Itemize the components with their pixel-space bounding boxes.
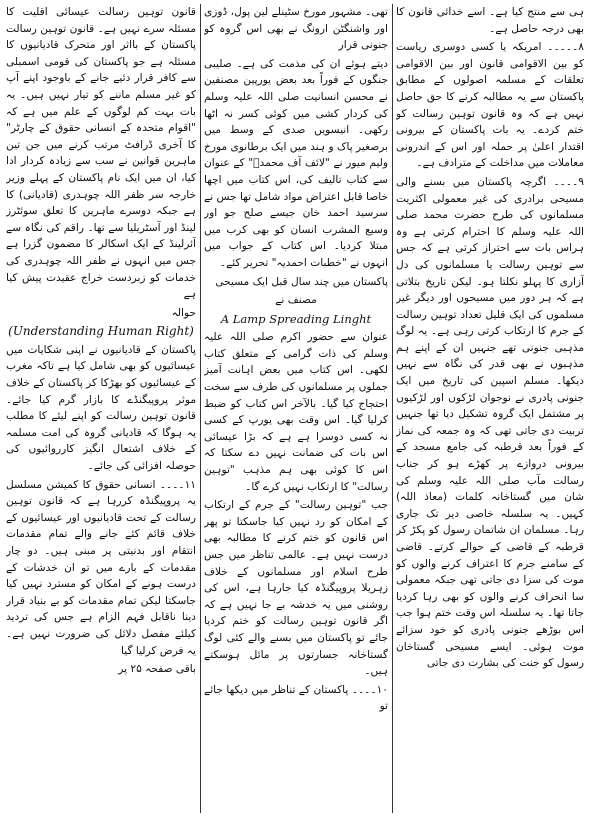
paragraph: حوالہ — [171, 306, 196, 319]
paragraph: ۱۱۔۔۔۔ انسانی حقوق کا کمیشن مسلسل یہ پروپیگنڈہ کررہا ہے کہ قانون توہین رسالت کے تحت قادیانیوں اور عیسائیوں کے خلاف قائم کئے جانے والے تمام مقدمات انتقام اور بدنیتی پر مبنی ہیں۔ دو چار مقدمات کے بارے میں تو ان خدشات کے درست ہونے کے امکان کو مسترد نہیں کیا جاسکتا لیکن تمام مقدمات کو بے بنیاد قرار دینا ناقابل فہم الزام ہے جس کی تردید کیلئے مفصل دلائل کی ضرورت نہیں ہے۔ یہ فرض کرلیا گیا — [6, 478, 196, 657]
paragraph: عنوان سے حضور اکرم صلی اللہ علیہ وسلم کی ذات گرامی کے متعلق کتاب لکھی۔ اس کتاب میں بعض اہانت آمیز جملوں پر مسلمانوں کی طرف سے سخت احتجاج کیا گیا۔ بالآخر اس کتاب کو ضبط کرلیا گیا۔ اس وقت بھی یورپ کے کسی نہ کسی دوسرا ہے ہے کہ بڑا عیسائی اس بات کی ضمانت نہیں دے سکتا کہ اس کا کوئی بھی ہم مذہب "توہین رسالت" کا ارتکاب نہیں کرے گا۔ — [204, 331, 388, 493]
paragraph: ۱۰۔۔۔۔ پاکستان کے تناظر میں دیکھا جائے تو — [204, 683, 388, 713]
english-book-title: A Lamp Spreading Linght — [220, 311, 372, 326]
paragraph: ۸۔۔۔۔۔ امریکہ یا کسی دوسری ریاست کو بین الاقوامی قانون اور بین الاقوامی تعلقات کے مسلمہ اصولوں کے مطابق پاکستان سے یہ مطالبہ کرنے کا حق حاصل نہیں ہے کہ وہ قانون توہین رسالت کو ختم کردے۔ یہ بات پاکستان کے بیرونی اقتدار اعلیٰ پر حملہ اور اس کے اندرونی معاملات میں مداخلت کے مترادف ہے۔ — [396, 41, 584, 170]
continued-on-page[interactable]: باقی صفحہ ۲۵ پر — [118, 663, 196, 676]
paragraph: مصنف نے — [275, 294, 317, 307]
paragraph: قانون توہین رسالت عیسائی اقلیت کا مسئلہ سرے نہیں ہے۔ قانون توہین رسالت پاکستان کے بااثر اور متحرک قادیانیوں کا مسئلہ ہے جو پاکستان کی قومی اسمبلی سے کافر قرار دئیے جانے کے باوجود اپنے آپ کو غیر مسلم ماننے کو تیار نہیں ہیں۔ یہ بات بہت کم لوگوں کے علم میں ہے کہ "اقوام متحدہ کے انسانی حقوق کے چارٹر" کا آخری ڈرافٹ مرتب کرنے میں جن تین ماہرین قوانین نے سب سے زیادہ کردار ادا کیا، ان میں ایک نام پاکستان کے پہلے وزیر خارجہ سر ظفر اللہ چوہدری (قادیانی) کا ہے جبکہ دوسرے ماہرین کا تعلق سوئٹرز لینڈ اور آسٹریلیا سے تھا۔ راقم کی نگاہ سے آئرلینڈ کے ایک اسکالر کا مضمون گزرا ہے جس میں انہوں نے ظفر اللہ چوہدری کی خدمات کو زبردست خراج عقیدت پیش کیا ہے — [6, 6, 196, 301]
paragraph: جب "توہین رسالت" کے جرم کے ارتکاب کے امکان کو رد نہیں کیا جاسکتا تو پھر اس قانون کو ختم کرنے کا مطالبہ بھی درست نہیں ہے۔ عالمی تناظر میں جس طرح اسلام اور مسلمانوں کے خلاف زہریلا پروپیگنڈہ کیا جارہا ہے، اس کی روشنی میں یہ خدشہ بے جا نہیں ہے کہ اگر قانون توہین رسالت کو ختم کردیا جائے تو پاکستان میں بسنے والے کئی لوگ گستاخانہ جسارتوں پر مائل ہوسکتے ہیں۔ — [204, 499, 388, 678]
column-left — [6, 4, 196, 813]
paragraph: ۹۔۔۔۔ اگرچہ پاکستان میں بسنے والی مسیحی برادری کی غیر معمولی اکثریت مسلمانوں کی طرح حضرت محمد صلی اللہ علیہ وسلم کا احترام کرتی ہے وہ ہراس بات سے احتراز کرتی ہے کہ جس سے توہین رسالت یا مسلمانوں کی دل آزاری کا پہلو نکلتا ہو۔ لیکن تاریخ بتلاتی ہے کہ ہر دور میں مسیحوں اور دیگر غیر مسلموں کی ایک قلیل تعداد توہین رسالت کے جرم کا ارتکاب کرتی رہی ہے۔ یہ لوگ مذہبی جنونی تھے جنہیں ان کے اپنے ہم مذہبوں نے بھی قدر کی نگاہ سے نہیں دیکھا۔ مسلم اسپین کی تاریخ میں ایک جنونی پادری نے نوجوان لڑکوں اور لڑکیوں پر مشتمل ایک گروہ تشکیل دیا تھا جنہیں تربیت دی جاتی تھی کہ وہ جمعہ کی نماز کے فوراً بعد قرطبہ کی جامع مسجد کے بیرونی دروازے پر کھڑے ہو کر جناب رسالت مآب صلی اللہ علیہ وسلم کی شان میں گستاخانہ کلمات (معاذ اللہ) کہیں۔ یہ سلسلہ خاصی دیر تک جاری رہا۔ مسلمان ان شاتمان رسول کو پکڑ کر قرطبہ کے قاضی کے حوالے کرتے۔ قاضی کے سامنے جرم کا اعتراف کرنے والوں کو موت کی سزا دی جاتی تھی جبکہ معمولی سا انحراف کرنے والوں کو بھی رہا کردیا جاتا تھا۔ یہ سلسلہ اس وقت ختم ہوا جب اس بوڑھے جنونی پادری کو خود سزائے موت ہوئی۔ ایسے مسیحی گستاخان رسول کو جنت کی بشارت دی جاتی — [396, 175, 584, 670]
paragraph: تھی۔ مشہور مورخ سٹینلے لین پول، ڈوزی اور واشنگٹن ارونگ نے بھی اس گروہ کو جنونی قرار — [204, 6, 388, 52]
paragraph: پاکستان کے قادیانیوں نے اپنی شکایات میں عیسائیوں کو بھی شامل کیا ہے تاکہ مغرب کے عیسائیوں کو بھڑکا کر پاکستان کے خلاف موثر پروپیگنڈے کا بازار گرم کیا جائے۔ قانون توہین رسالت کو اپنے لیئے کا مطلب یہ ہوگا کہ قادیانی گروہ کی امت مسلمہ کے خلاف اشتعال انگیز کارروائیوں کی حوصلہ افزائی کی جائے۔ — [6, 343, 196, 473]
column-divider — [392, 4, 393, 813]
paragraph: پاکستان میں چند سال قبل ایک مسیحی — [215, 275, 388, 288]
paragraph: ہی سے منتج کیا ہے۔ اسے خدائی قانون کا بھی درجہ حاصل ہے۔ — [396, 6, 584, 35]
column-divider — [200, 4, 201, 813]
paragraph: دیتے ہوئے ان کی مذمت کی ہے۔ صلیبی جنگوں کے فوراً بعد بعض یورپین مصنفین نے محسن انسانیت صلی اللہ علیہ وسلم کی کردار کشی میں کوئی کسر نہ اٹھا رکھی۔ انیسویں صدی کے وسط میں برصغیر پاک و ہند میں ایک برطانوی مورخ ولیم میور نے "لائف آف محمدؐ" کے عنوان سے کتاب تالیف کی، اس کتاب میں اچھا خاصا قابل اعتراض مواد شامل تھا جس نے سرسید احمد خان جیسے صلح جو اور وسیع المشرب انسان کو بھی کرب میں مبتلا کردیا۔ اس کتاب کے جواب میں انہوں نے "خطبات احمدیہ" تحریر کئے۔ — [204, 57, 388, 269]
column-middle — [204, 4, 388, 813]
column-right — [396, 4, 584, 813]
english-heading: (Understanding Human Right) — [8, 324, 194, 339]
